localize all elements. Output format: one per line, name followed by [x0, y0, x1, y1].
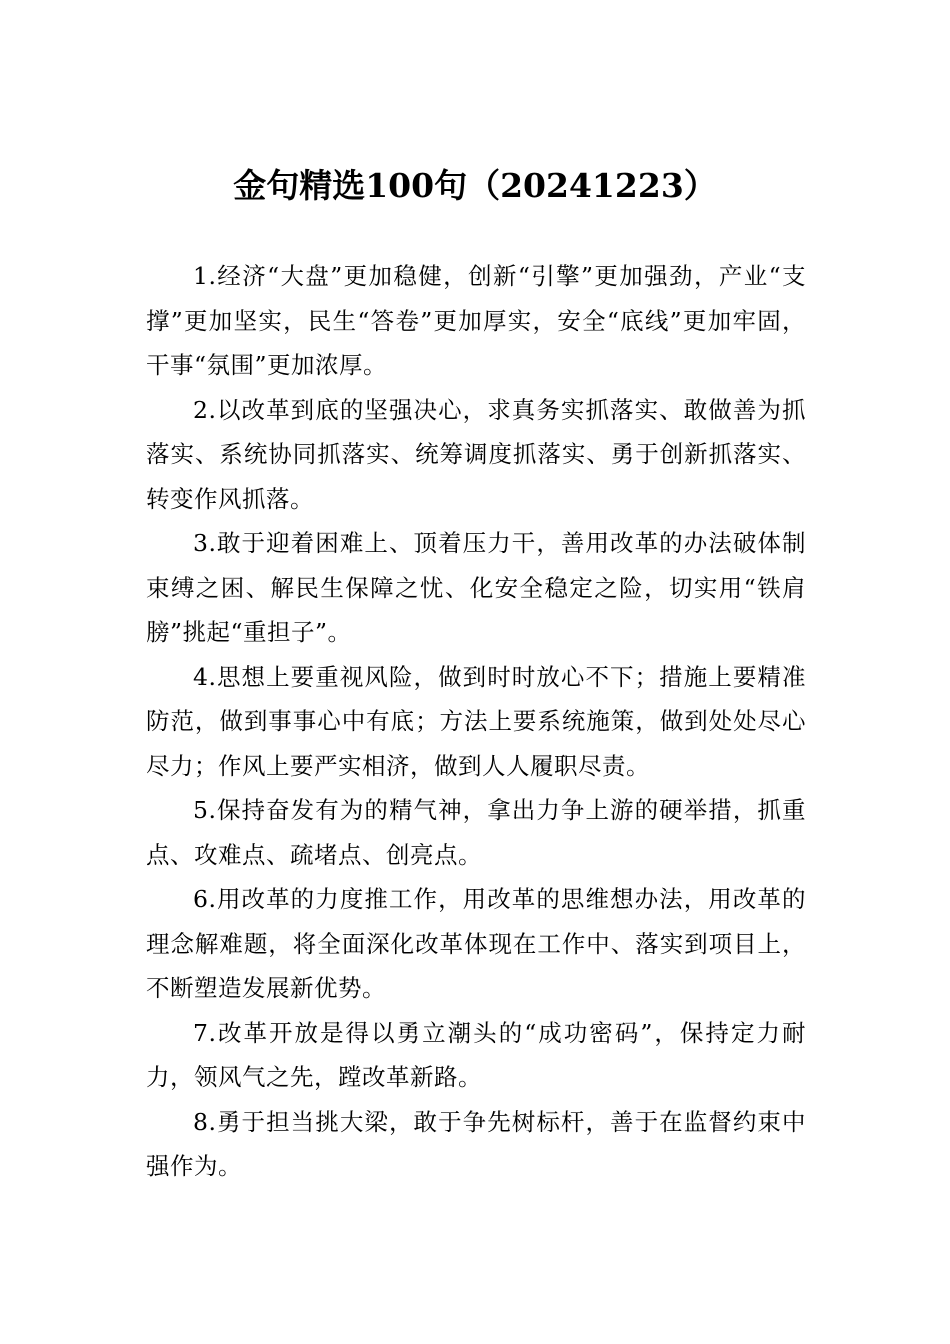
paragraph-1: 1.经济“大盘”更加稳健，创新“引擎”更加强劲，产业“支撑”更加坚实，民生“答卷”更加厚实，安全“底线”更加牢固，干事“氛围”更加浓厚。 — [146, 262, 806, 379]
paragraph-5: 5.保持奋发有为的精气神，拿出力争上游的硬举措，抓重点、攻难点、疏堵点、创亮点。 — [146, 796, 806, 869]
paragraph-6: 6.用改革的力度推工作，用改革的思维想办法，用改革的理念解难题，将全面深化改革体现在工作中、落实到项目上，不断塑造发展新优势。 — [146, 885, 806, 1002]
paragraph-3: 3.敢于迎着困难上、顶着压力干，善用改革的办法破体制束缚之困、解民生保障之忧、化安全稳定之险，切实用“铁肩膀”挑起“重担子”。 — [146, 529, 806, 646]
paragraph-4: 4.思想上要重视风险，做到时时放心不下；措施上要精准防范，做到事事心中有底；方法上要系统施策，做到处处尽心尽力；作风上要严实相济，做到人人履职尽责。 — [146, 662, 806, 780]
paragraph-8: 8.勇于担当挑大梁，敢于争先树标杆，善于在监督约束中强作为。 — [146, 1107, 806, 1180]
document-title: 金句精选100句（20241223） — [233, 166, 717, 205]
document-body — [146, 254, 806, 1189]
paragraph-2: 2.以改革到底的坚强决心，求真务实抓落实、敢做善为抓落实、系统协同抓落实、统筹调度抓落实、勇于创新抓落实、转变作风抓落。 — [146, 395, 806, 513]
paragraph-7: 7.改革开放是得以勇立潮头的“成功密码”，保持定力耐力，领风气之先，蹚改革新路。 — [146, 1018, 806, 1091]
